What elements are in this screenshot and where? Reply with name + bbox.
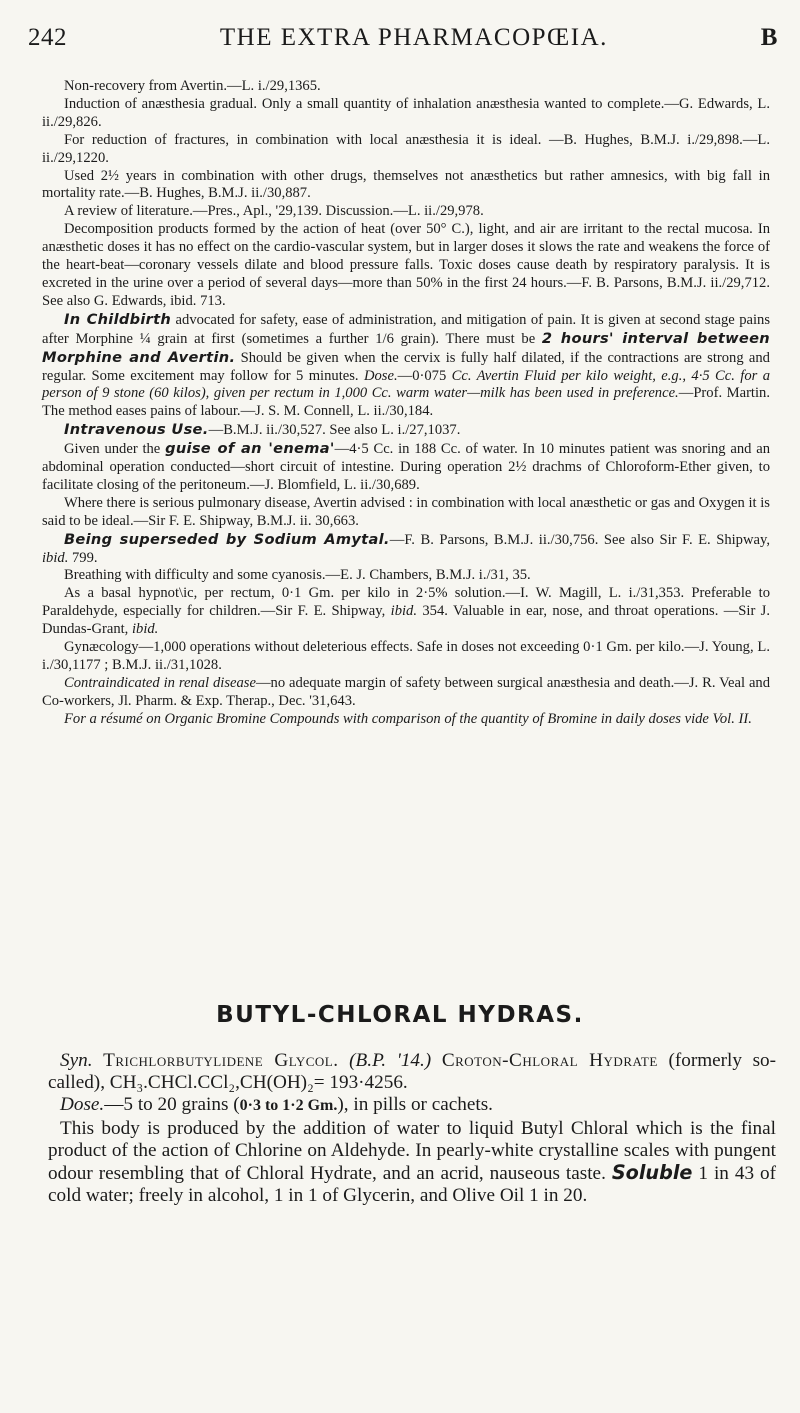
text-run: Given under the (64, 441, 166, 458)
paragraph: A review of literature.—Pres., Apl., '29,139. Discussion.—L. ii./29,978. (64, 203, 484, 220)
text-run: —0·075 (397, 367, 452, 384)
paragraph-intravenous (42, 421, 770, 440)
text-run: 799. (68, 549, 98, 566)
paragraph: Where there is serious pulmonary disease, Avertin advised : in combination with local anæsthetic or gas and Oxygen it is said to be ideal.—Sir F. E. Shipway, B.M.J. ii. 30,663. (42, 494, 770, 529)
text-run: —5 to 20 grains ( (104, 1094, 240, 1116)
bp-reference: (B.P. '14.) (349, 1050, 432, 1071)
italic-run: Contraindicated in renal disease (64, 674, 256, 691)
section-letter: B (760, 24, 778, 51)
text-run: This body is produced by the addition of water to liquid Butyl Chloral which is the final product of the action of Chlorine on Aldehyde. In pearly-white crystalline scales with pungent odour resembling that of Chloral Hydrate, and an acrid, nauseous taste. (48, 1117, 776, 1185)
paragraph-childbirth (42, 311, 770, 421)
paragraph: For reduction of fractures, in combination with local anæsthesia it is ideal. —B. Hughes, B.M.J. i./29,898.—L. ii./29,1220. (42, 131, 770, 166)
paragraph: Breathing with difficulty and some cyanosis.—E. J. Chambers, B.M.J. i./31, 35. (64, 567, 531, 584)
running-title: THE EXTRA PHARMACOPŒIA. (219, 24, 608, 51)
text-run: advocated for safety, ease of administration, and mitigation of pain. It is given at second stage pains after Morphine ¼ grain at first (sometimes a further 1/6 grain). There must be (42, 311, 770, 347)
paragraph: Gynæcology—1,000 operations without deleterious effects. Safe in doses not exceeding 0·1 Gm. per kilo.—J. Young, L. i./30,1177 ; B.M.J. ii./31,1028. (42, 639, 770, 673)
avertin-notes (42, 78, 770, 729)
text-run: As a basal hypnot\ic, per rectum, 0·1 Gm. per kilo in 2·5% solution.—I. W. Magill, L. i./31,353. Preferable to Paraldehyde, especially for children.—Sir F. E. Shipway, (42, 585, 770, 620)
dose (48, 1094, 776, 1117)
synonyms (48, 1050, 776, 1094)
text-run: —Prof. Martin. The method eases pains of labour.—J. S. M. Connell, L. ii./30,184. (42, 385, 770, 420)
subheading-superseded: Being superseded by Sodium Amytal. (64, 530, 390, 548)
paragraph: Used 2½ years in combination with other drugs, themselves not anæsthetics but rather amnesics, with big fall in mortality rate.—B. Hughes, B.M.J. ii./30,887. (42, 167, 770, 202)
text-run: —no adequate margin of safety between surgical anæsthesia and death.—J. R. Veal and Co-workers, Jl. Pharm. & Exp. Therap., Dec. '31,643. (42, 674, 771, 709)
text-run: —F. B. Parsons, B.M.J. ii./30,756. See also Sir F. E. Shipway, (389, 531, 770, 548)
running-head (28, 24, 778, 58)
dose-label: Dose. (60, 1094, 105, 1116)
text-run: Should be given when the cervix is fully half dilated, if the contractions are strong and regular. Some excitement may follow for 5 minutes. (42, 349, 770, 384)
paragraph: Decomposition products formed by the action of heat (over 50° C.), light, and air are irritant to the rectal mucosa. In anæsthetic doses it has no effect on the cardio-vascular system, but in larger doses it slows the rate and weakens the force of the heart-beat—coronary vessels dilate and blood pressure falls. Toxic doses cause death by respiratory paralysis. It is excreted in the urine over a period of several days—more than 50% in the first 24 hours.—F. B. Parsons, B.M.J. ii./29,712. See also G. Edwards, ibid. 713. (42, 221, 770, 309)
butyl-chloral-section (48, 1050, 776, 1207)
syn-label: Syn. (60, 1050, 93, 1071)
soluble-keyword: Soluble (611, 1161, 693, 1185)
paragraph-superseded (42, 531, 770, 568)
formula: (formerly so-called), CH₃.CHCl.CCl₂,CH(OH)₂= 193·4256. (48, 1050, 777, 1094)
syn-alt-name: Croton-Chloral Hydrate (441, 1050, 658, 1071)
italic-run: ibid. (42, 549, 69, 566)
page-number: 242 (28, 24, 67, 51)
italic-run: For a résumé on Organic Bromine Compounds with comparison of the quantity of Bromine in daily doses vide Vol. II. (64, 710, 752, 727)
paragraph: Non-recovery from Avertin.—L. i./29,1365. (64, 78, 321, 94)
text-run: ), in pills or cachets. (337, 1094, 493, 1116)
subheading-childbirth: In Childbirth (64, 310, 172, 328)
subheading-interval: 2 hours' interval between Morphine and Avertin. (42, 329, 770, 366)
paragraph-enema (42, 440, 770, 495)
text-run: —4·5 Cc. in 188 Cc. of water. In 10 minutes patient was snoring and an abdominal operation conducted—short circuit of intestine. During operation 2½ drachms of Chloroform-Ether given, to facilitate closing of the peritoneum.—J. Blomfield, L. ii./30,689. (42, 441, 771, 493)
dose-label: Dose. (363, 367, 398, 384)
description (48, 1118, 776, 1208)
paragraph: Induction of anæsthesia gradual. Only a small quantity of inhalation anæsthesia wanted to complete.—G. Edwards, L. ii./29,826. (42, 95, 770, 130)
paragraph-contraindicated (42, 675, 770, 711)
paragraph-bromine-reference (42, 711, 770, 729)
italic-run: ibid. (390, 603, 417, 620)
italic-run: ibid. (131, 621, 159, 638)
subheading-enema: guise of an 'enema' (165, 440, 335, 458)
paragraph-basal-hypnotic (42, 585, 770, 639)
section-title: BUTYL-CHLORAL HYDRAS. (216, 1002, 584, 1028)
text-run: 1 in 43 of cold water; freely in alcohol, 1 in 1 of Glycerin, and Olive Oil 1 in 20. (48, 1163, 776, 1207)
syn-name: Trichlorbutylidene Glycol. (103, 1050, 339, 1071)
dose-metric: 0·3 to 1·2 Gm. (239, 1097, 338, 1115)
subheading-intravenous: Intravenous Use. (64, 421, 209, 439)
text-run: —B.M.J. ii./30,527. See also L. i./27,1037. (208, 422, 461, 439)
italic-run: Cc. Avertin Fluid per kilo weight, e.g., 4·5 Cc. for a person of 9 stone (60 kilos), given per rectum in 1,000 Cc. warm water—milk has been used in preference. (42, 367, 771, 402)
text-run: 354. Valuable in ear, nose, and throat operations. —Sir J. Dundas-Grant, (42, 603, 770, 638)
